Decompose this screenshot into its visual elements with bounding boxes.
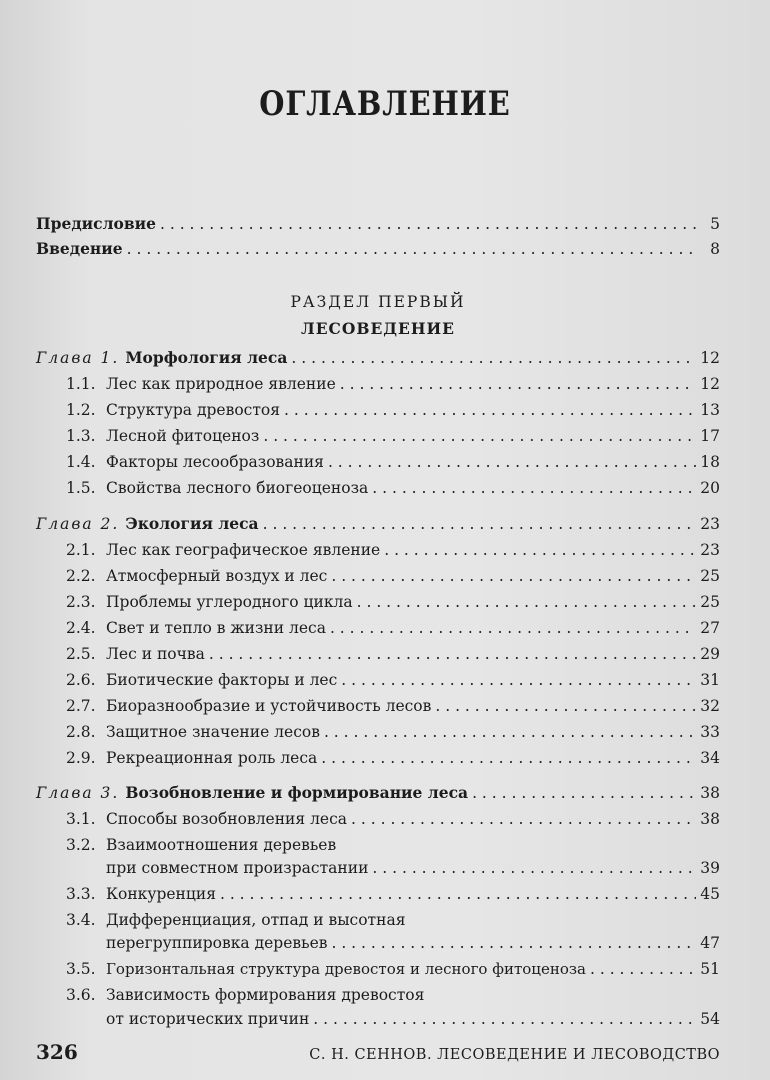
dot-leader [328, 449, 696, 475]
chapter-title: Возобновление и формирование леса [125, 783, 469, 802]
dot-leader [331, 930, 696, 956]
running-footer-title: С. Н. СЕННОВ. ЛЕСОВЕДЕНИЕ И ЛЕСОВОДСТВО [309, 1047, 720, 1063]
dot-leader [357, 589, 697, 615]
dot-leader [372, 475, 696, 501]
dot-leader [284, 397, 696, 423]
item-number: 1.1. [66, 375, 96, 393]
item-number: 3.4. [66, 911, 96, 929]
chapter-prefix: Глава 2. [36, 515, 120, 533]
toc-item-2-3 [66, 589, 720, 615]
toc-page-number: 38 [700, 784, 720, 802]
item-text: Конкуренция [106, 885, 216, 903]
toc-item-3-6-continuation [106, 1006, 720, 1032]
item-number: 1.2. [66, 401, 96, 419]
dot-leader [435, 693, 696, 719]
dot-leader [590, 956, 696, 982]
item-text: Способы возобновления леса [106, 810, 348, 828]
toc-page-number: 12 [700, 349, 720, 367]
item-text: Структура древостоя [106, 401, 281, 419]
item-text: Факторы лесообразования [106, 453, 324, 471]
item-text-continuation: при совместном произрастании [106, 859, 369, 877]
toc-page-number: 17 [700, 427, 720, 445]
toc-item-3-6 [66, 982, 720, 1008]
dot-leader [291, 345, 696, 371]
toc-item-2-1 [66, 537, 720, 563]
toc-page-number: 25 [700, 567, 720, 585]
toc-page-number: 32 [700, 697, 720, 715]
item-number: 2.8. [66, 723, 96, 741]
toc-item-2-2 [66, 563, 720, 589]
item-text: Свойства лесного биогеоценоза [106, 479, 369, 497]
dot-leader [313, 1006, 696, 1032]
dot-leader [321, 745, 696, 771]
toc-page-number: 13 [700, 401, 720, 419]
item-number: 2.5. [66, 645, 96, 663]
dot-leader [220, 881, 696, 907]
dot-leader [263, 511, 697, 537]
toc-page-number: 5 [710, 215, 720, 233]
dot-leader [160, 211, 698, 237]
toc-item-1-1 [66, 371, 720, 397]
toc-item-2-5 [66, 641, 720, 667]
toc-page-number: 54 [700, 1010, 720, 1028]
page-number: 326 [36, 1040, 78, 1064]
item-text: Зависимость формирования древостоя [106, 986, 425, 1004]
item-number: 2.7. [66, 697, 96, 715]
toc-page-number: 38 [700, 810, 720, 828]
toc-page-number: 29 [700, 645, 720, 663]
dot-leader [384, 537, 696, 563]
toc-item-1-4 [66, 449, 720, 475]
item-number: 3.1. [66, 810, 96, 828]
item-number: 2.4. [66, 619, 96, 637]
toc-item-2-8 [66, 719, 720, 745]
item-text: Лесной фитоценоз [106, 427, 260, 445]
toc-page-number: 25 [700, 593, 720, 611]
toc-item-2-6 [66, 667, 720, 693]
section-name: ЛЕСОВЕДЕНИЕ [301, 319, 455, 338]
toc-page-number: 23 [700, 515, 720, 533]
item-text: Биоразнообразие и устойчивость лесов [106, 697, 432, 715]
item-number: 2.2. [66, 567, 96, 585]
item-number: 3.6. [66, 986, 96, 1004]
toc-item-1-5 [66, 475, 720, 501]
toc-item-3-1 [66, 806, 720, 832]
toc-entry-preface [36, 211, 720, 237]
toc-item-2-7 [66, 693, 720, 719]
toc-item-3-3 [66, 881, 720, 907]
page-footer [36, 1040, 720, 1064]
toc-item-3-2-continuation [106, 855, 720, 881]
dot-leader [331, 563, 696, 589]
toc-chapter-1 [36, 345, 720, 371]
section-label: РАЗДЕЛ ПЕРВЫЙ [290, 293, 466, 311]
dot-leader [263, 423, 696, 449]
item-number: 3.5. [66, 960, 96, 978]
item-text-continuation: перегруппировка деревьев [106, 934, 328, 952]
dot-leader [341, 667, 696, 693]
item-number: 2.6. [66, 671, 96, 689]
item-text: Дифференциация, отпад и высотная [106, 911, 406, 929]
item-number: 1.4. [66, 453, 96, 471]
toc-page-number: 31 [700, 671, 720, 689]
chapter-title: Экология леса [125, 514, 259, 533]
toc-chapter-3 [36, 780, 720, 806]
chapter-prefix: Глава 3. [36, 784, 120, 802]
item-number: 2.3. [66, 593, 96, 611]
toc-page-number: 8 [710, 240, 720, 258]
item-text: Защитное значение лесов [106, 723, 320, 741]
item-number: 1.5. [66, 479, 96, 497]
toc-chapter-2 [36, 511, 720, 537]
item-text: Лес и почва [106, 645, 205, 663]
toc-item-1-3 [66, 423, 720, 449]
dot-leader [372, 855, 696, 881]
dot-leader [340, 371, 697, 397]
page-title: ОГЛАВЛЕНИЕ [259, 84, 511, 124]
toc-page-number: 20 [700, 479, 720, 497]
chapter-title: Морфология леса [125, 348, 288, 367]
item-number: 2.1. [66, 541, 96, 559]
item-number: 3.2. [66, 836, 96, 854]
item-number: 2.9. [66, 749, 96, 767]
dot-leader [209, 641, 696, 667]
item-text: Взаимоотношения деревьев [106, 836, 337, 854]
toc-item-2-4 [66, 615, 720, 641]
toc-page-number: 18 [700, 453, 720, 471]
item-text-continuation: от исторических причин [106, 1010, 310, 1028]
toc-page-number: 45 [700, 885, 720, 903]
toc-page-number: 33 [700, 723, 720, 741]
dot-leader [472, 780, 696, 806]
toc-page-number: 34 [700, 749, 720, 767]
dot-leader [351, 806, 696, 832]
item-text: Свет и тепло в жизни леса [106, 619, 326, 637]
toc-page-number: 51 [700, 960, 720, 978]
chapter-prefix: Глава 1. [36, 349, 120, 367]
dot-leader [330, 615, 696, 641]
toc-entry-text: Предисловие [36, 214, 156, 233]
item-text: Рекреационная роль леса [106, 749, 318, 767]
item-number: 3.3. [66, 885, 96, 903]
item-text: Лес как природное явление [106, 375, 336, 393]
item-text: Горизонтальная структура древостоя и лесного фитоценоза [106, 960, 586, 978]
toc-page-number: 12 [700, 375, 720, 393]
item-text: Биотические факторы и лес [106, 671, 338, 689]
toc-page-number: 47 [700, 934, 720, 952]
toc-page-number: 23 [700, 541, 720, 559]
toc-entry-text: Введение [36, 239, 123, 258]
item-text: Лес как географическое явление [106, 541, 381, 559]
toc-item-3-4-continuation [106, 930, 720, 956]
item-text: Проблемы углеродного цикла [106, 593, 353, 611]
item-number: 1.3. [66, 427, 96, 445]
dot-leader [324, 719, 696, 745]
toc-item-2-9 [66, 745, 720, 771]
toc-item-1-2 [66, 397, 720, 423]
item-text: Атмосферный воздух и лес [106, 567, 328, 585]
toc-page-number: 39 [700, 859, 720, 877]
toc-entry-introduction [36, 236, 720, 262]
toc-page-number: 27 [700, 619, 720, 637]
dot-leader [127, 236, 698, 262]
toc-item-3-5 [66, 956, 720, 982]
